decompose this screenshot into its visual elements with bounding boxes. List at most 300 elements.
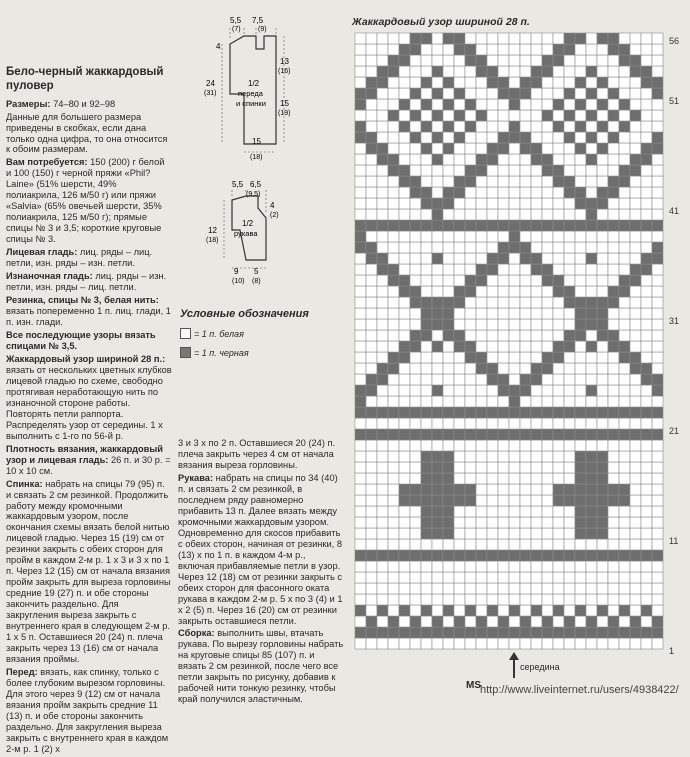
- chart-cell: [443, 143, 454, 154]
- chart-cell: [388, 275, 399, 286]
- chart-cell: [487, 187, 498, 198]
- chart-cell: [476, 231, 487, 242]
- chart-cell: [410, 407, 421, 418]
- chart-cell: [410, 616, 421, 627]
- chart-cell: [509, 253, 520, 264]
- chart-cell: [355, 396, 366, 407]
- chart-cell: [564, 220, 575, 231]
- chart-cell: [619, 429, 630, 440]
- rib-label: Резинка, спицы № 3, белая нить:: [6, 295, 159, 306]
- chart-cell: [476, 506, 487, 517]
- chart-cell: [520, 253, 531, 264]
- sleeve-schematic: [200, 178, 310, 290]
- chart-cell: [586, 484, 597, 495]
- chart-cell: [465, 132, 476, 143]
- chart-cell: [619, 451, 630, 462]
- chart-cell: [575, 429, 586, 440]
- chart-cell: [487, 506, 498, 517]
- chart-cell: [542, 440, 553, 451]
- chart-cell: [432, 99, 443, 110]
- chart-cell: [421, 638, 432, 649]
- chart-cell: [366, 484, 377, 495]
- chart-cell: [366, 429, 377, 440]
- chart-cell: [553, 429, 564, 440]
- chart-cell: [553, 418, 564, 429]
- chart-cell: [509, 110, 520, 121]
- chart-cell: [564, 275, 575, 286]
- chart-cell: [630, 198, 641, 209]
- chart-cell: [608, 605, 619, 616]
- chart-cell: [377, 286, 388, 297]
- chart-cell: [432, 363, 443, 374]
- chart-cell: [597, 363, 608, 374]
- chart-cell: [498, 583, 509, 594]
- chart-cell: [630, 77, 641, 88]
- chart-cell: [597, 594, 608, 605]
- chart-cell: [498, 462, 509, 473]
- chart-cell: [575, 99, 586, 110]
- chart-cell: [454, 594, 465, 605]
- chart-cell: [355, 66, 366, 77]
- chart-cell: [377, 231, 388, 242]
- chart-cell: [608, 550, 619, 561]
- chart-cell: [377, 198, 388, 209]
- chart-cell: [597, 198, 608, 209]
- chart-cell: [575, 341, 586, 352]
- chart-cell: [509, 132, 520, 143]
- chart-cell: [421, 462, 432, 473]
- chart-cell: [608, 616, 619, 627]
- chart-cell: [520, 429, 531, 440]
- chart-cell: [454, 462, 465, 473]
- chart-cell: [377, 638, 388, 649]
- chart-cell: [553, 330, 564, 341]
- chart-cell: [388, 385, 399, 396]
- chart-cell: [509, 99, 520, 110]
- chart-cell: [641, 198, 652, 209]
- chart-cell: [553, 319, 564, 330]
- chart-cell: [520, 407, 531, 418]
- chart-cell: [476, 594, 487, 605]
- chart-cell: [652, 506, 663, 517]
- chart-cell: [630, 132, 641, 143]
- chart-cell: [377, 110, 388, 121]
- chart-cell: [608, 88, 619, 99]
- chart-cell: [586, 165, 597, 176]
- chart-cell: [608, 297, 619, 308]
- chart-cell: [421, 352, 432, 363]
- chart-cell: [630, 88, 641, 99]
- chart-cell: [608, 165, 619, 176]
- chart-cell: [487, 451, 498, 462]
- chart-cell: [432, 528, 443, 539]
- chart-cell: [399, 286, 410, 297]
- chart-cell: [630, 506, 641, 517]
- chart-cell: [432, 308, 443, 319]
- chart-cell: [619, 55, 630, 66]
- chart-cell: [531, 550, 542, 561]
- chart-cell: [432, 594, 443, 605]
- chart-cell: [509, 176, 520, 187]
- chart-cell: [509, 528, 520, 539]
- chart-cell: [487, 473, 498, 484]
- chart-cell: [619, 363, 630, 374]
- chart-cell: [564, 407, 575, 418]
- chart-cell: [586, 33, 597, 44]
- sizes-note: Данные для большего размера приведены в скобках, если дана только одна цифра, то она относится к обоим размерам.: [6, 111, 168, 155]
- chart-cell: [619, 341, 630, 352]
- chart-cell: [410, 88, 421, 99]
- chart-cell: [619, 517, 630, 528]
- chart-cell: [498, 506, 509, 517]
- chart-cell: [443, 242, 454, 253]
- chart-cell: [399, 275, 410, 286]
- chart-cell: [377, 517, 388, 528]
- rev-label: Изнаночная гладь:: [6, 271, 93, 282]
- chart-cell: [641, 539, 652, 550]
- chart-cell: [399, 484, 410, 495]
- chart-cell: [421, 506, 432, 517]
- chart-cell: [366, 616, 377, 627]
- chart-cell: [542, 484, 553, 495]
- chart-cell: [641, 275, 652, 286]
- chart-cell: [531, 242, 542, 253]
- chart-cell: [377, 319, 388, 330]
- chart-cell: [399, 220, 410, 231]
- chart-cell: [509, 187, 520, 198]
- chart-cell: [575, 165, 586, 176]
- chart-cell: [388, 44, 399, 55]
- chart-cell: [630, 396, 641, 407]
- chart-cell: [619, 616, 630, 627]
- chart-cell: [619, 594, 630, 605]
- chart-cell: [564, 132, 575, 143]
- chart-cell: [553, 407, 564, 418]
- chart-cell: [652, 209, 663, 220]
- chart-cell: [531, 484, 542, 495]
- chart-cell: [355, 517, 366, 528]
- chart-cell: [366, 143, 377, 154]
- chart-cell: [399, 385, 410, 396]
- chart-cell: [498, 627, 509, 638]
- chart-cell: [520, 231, 531, 242]
- chart-cell: [366, 341, 377, 352]
- chart-cell: [597, 77, 608, 88]
- chart-cell: [454, 473, 465, 484]
- chart-cell: [608, 495, 619, 506]
- chart-cell: [366, 473, 377, 484]
- jacquard-label: Жаккардовый узор шириной 28 п.:: [6, 353, 166, 364]
- chart-cell: [641, 242, 652, 253]
- chart-cell: [575, 264, 586, 275]
- chart-cell: [487, 220, 498, 231]
- chart-cell: [421, 99, 432, 110]
- chart-cell: [619, 605, 630, 616]
- chart-cell: [531, 143, 542, 154]
- chart-cell: [597, 209, 608, 220]
- chart-cell: [564, 616, 575, 627]
- chart-cell: [575, 319, 586, 330]
- chart-cell: [652, 165, 663, 176]
- chart-cell: [531, 77, 542, 88]
- chart-cell: [575, 539, 586, 550]
- sleeve-h-top: 4: [270, 201, 275, 210]
- chart-cell: [641, 286, 652, 297]
- chart-cell: [509, 264, 520, 275]
- chart-cell: [498, 539, 509, 550]
- chart-cell: [597, 407, 608, 418]
- chart-cell: [366, 462, 377, 473]
- chart-cell: [509, 319, 520, 330]
- chart-cell: [520, 495, 531, 506]
- chart-cell: [476, 341, 487, 352]
- chart-cell: [575, 440, 586, 451]
- chart-cell: [564, 110, 575, 121]
- chart-cell: [476, 374, 487, 385]
- chart-cell: [630, 121, 641, 132]
- chart-cell: [564, 143, 575, 154]
- chart-cell: [465, 561, 476, 572]
- chart-cell: [443, 627, 454, 638]
- chart-cell: [454, 539, 465, 550]
- chart-cell: [498, 176, 509, 187]
- chart-cell: [619, 352, 630, 363]
- chart-cell: [366, 605, 377, 616]
- chart-cell: [586, 352, 597, 363]
- chart-cell: [421, 473, 432, 484]
- chart-cell: [553, 66, 564, 77]
- chart-cell: [520, 583, 531, 594]
- chart-cell: [586, 99, 597, 110]
- chart-cell: [454, 297, 465, 308]
- chart-cell: [476, 330, 487, 341]
- chart-cell: [355, 143, 366, 154]
- chart-cell: [586, 319, 597, 330]
- chart-cell: [432, 341, 443, 352]
- chart-cell: [575, 308, 586, 319]
- chart-cell: [553, 187, 564, 198]
- chart-cell: [542, 308, 553, 319]
- chart-cell: [465, 583, 476, 594]
- chart-cell: [641, 154, 652, 165]
- chart-cell: [509, 308, 520, 319]
- chart-cell: [619, 66, 630, 77]
- chart-cell: [630, 473, 641, 484]
- white-swatch: [180, 328, 191, 339]
- chart-cell: [465, 176, 476, 187]
- chart-cell: [619, 165, 630, 176]
- chart-cell: [509, 627, 520, 638]
- chart-cell: [476, 77, 487, 88]
- chart-cell: [652, 77, 663, 88]
- chart-cell: [454, 616, 465, 627]
- chart-cell: [421, 242, 432, 253]
- chart-cell: [399, 616, 410, 627]
- chart-cell: [630, 528, 641, 539]
- chart-cell: [553, 132, 564, 143]
- chart-cell: [443, 495, 454, 506]
- sleeve-label2: рукава: [234, 229, 258, 238]
- chart-cell: [388, 627, 399, 638]
- chart-cell: [476, 473, 487, 484]
- chart-cell: [641, 517, 652, 528]
- chart-cell: [641, 528, 652, 539]
- chart-cell: [575, 330, 586, 341]
- chart-cell: [487, 88, 498, 99]
- chart-cell: [465, 253, 476, 264]
- chart-cell: [476, 572, 487, 583]
- chart-cell: [388, 286, 399, 297]
- chart-cell: [509, 352, 520, 363]
- chart-cell: [586, 198, 597, 209]
- chart-cell: [454, 561, 465, 572]
- chart-cell: [388, 143, 399, 154]
- chart-cell: [366, 231, 377, 242]
- chart-cell: [619, 198, 630, 209]
- chart-cell: [443, 44, 454, 55]
- chart-cell: [355, 418, 366, 429]
- chart-cell: [575, 231, 586, 242]
- chart-cell: [641, 143, 652, 154]
- chart-cell: [564, 66, 575, 77]
- chart-cell: [520, 88, 531, 99]
- chart-cell: [366, 330, 377, 341]
- chart-cell: [498, 605, 509, 616]
- chart-cell: [498, 363, 509, 374]
- chart-cell: [377, 627, 388, 638]
- chart-cell: [608, 539, 619, 550]
- chart-cell: [388, 396, 399, 407]
- chart-cell: [465, 495, 476, 506]
- chart-cell: [476, 550, 487, 561]
- chart-cell: [553, 561, 564, 572]
- chart-cell: [520, 66, 531, 77]
- chart-cell: [586, 572, 597, 583]
- chart-cell: [597, 121, 608, 132]
- chart-cell: [652, 198, 663, 209]
- chart-cell: [432, 121, 443, 132]
- chart-cell: [410, 77, 421, 88]
- chart-cell: [498, 198, 509, 209]
- chart-cell: [619, 407, 630, 418]
- chart-cell: [597, 55, 608, 66]
- chart-cell: [476, 517, 487, 528]
- chart-cell: [465, 33, 476, 44]
- chart-cell: [465, 605, 476, 616]
- chart-cell: [377, 176, 388, 187]
- chart-cell: [630, 352, 641, 363]
- chart-cell: [377, 539, 388, 550]
- chart-cell: [388, 594, 399, 605]
- chart-cell: [432, 605, 443, 616]
- chart-cell: [553, 506, 564, 517]
- chart-cell: [476, 209, 487, 220]
- chart-cell: [410, 297, 421, 308]
- chart-cell: [586, 176, 597, 187]
- chart-cell: [652, 363, 663, 374]
- chart-cell: [575, 418, 586, 429]
- chart-cell: [476, 88, 487, 99]
- chart-title: Жаккардовый узор шириной 28 п.: [352, 16, 530, 28]
- chart-cell: [553, 209, 564, 220]
- chart-cell: [465, 429, 476, 440]
- chart-cell: [608, 143, 619, 154]
- chart-cell: [377, 352, 388, 363]
- chart-cell: [619, 385, 630, 396]
- chart-cell: [553, 297, 564, 308]
- chart-cell: [575, 66, 586, 77]
- chart-cell: [454, 176, 465, 187]
- chart-cell: [487, 176, 498, 187]
- chart-cell: [641, 396, 652, 407]
- chart-cell: [586, 77, 597, 88]
- chart-cell: [608, 176, 619, 187]
- chart-cell: [487, 385, 498, 396]
- chart-cell: [465, 517, 476, 528]
- chart-cell: [586, 55, 597, 66]
- chart-cell: [564, 231, 575, 242]
- chart-cell: [652, 121, 663, 132]
- chart-cell: [531, 616, 542, 627]
- chart-cell: [377, 77, 388, 88]
- chart-cell: [586, 132, 597, 143]
- chart-cell: [542, 110, 553, 121]
- chart-cell: [355, 352, 366, 363]
- chart-cell: [564, 473, 575, 484]
- chart-cell: [564, 264, 575, 275]
- chart-cell: [531, 297, 542, 308]
- chart-cell: [553, 396, 564, 407]
- chart-cell: [531, 583, 542, 594]
- chart-cell: [410, 33, 421, 44]
- chart-cell: [652, 154, 663, 165]
- chart-cell: [388, 55, 399, 66]
- chart-cell: [432, 352, 443, 363]
- chart-cell: [465, 99, 476, 110]
- chart-cell: [432, 220, 443, 231]
- chart-cell: [388, 121, 399, 132]
- chart-cell: [542, 165, 553, 176]
- chart-cell: [410, 110, 421, 121]
- chart-cell: [520, 220, 531, 231]
- chart-cell: [597, 352, 608, 363]
- chart-cell: [608, 385, 619, 396]
- chart-cell: [421, 209, 432, 220]
- chart-cell: [410, 341, 421, 352]
- chart-cell: [652, 594, 663, 605]
- chart-cell: [531, 418, 542, 429]
- chart-cell: [377, 550, 388, 561]
- chart-cell: [443, 88, 454, 99]
- chart-cell: [443, 429, 454, 440]
- chart-cell: [586, 220, 597, 231]
- chart-cell: [355, 385, 366, 396]
- chart-cell: [388, 418, 399, 429]
- chart-cell: [443, 451, 454, 462]
- chart-cell: [575, 462, 586, 473]
- chart-cell: [542, 638, 553, 649]
- chart-cell: [652, 275, 663, 286]
- chart-cell: [520, 275, 531, 286]
- chart-cell: [608, 484, 619, 495]
- chart-cell: [641, 341, 652, 352]
- chart-cell: [520, 550, 531, 561]
- chart-cell: [388, 374, 399, 385]
- chart-cell: [388, 209, 399, 220]
- chart-cell: [498, 385, 509, 396]
- chart-cell: [399, 539, 410, 550]
- chart-cell: [608, 55, 619, 66]
